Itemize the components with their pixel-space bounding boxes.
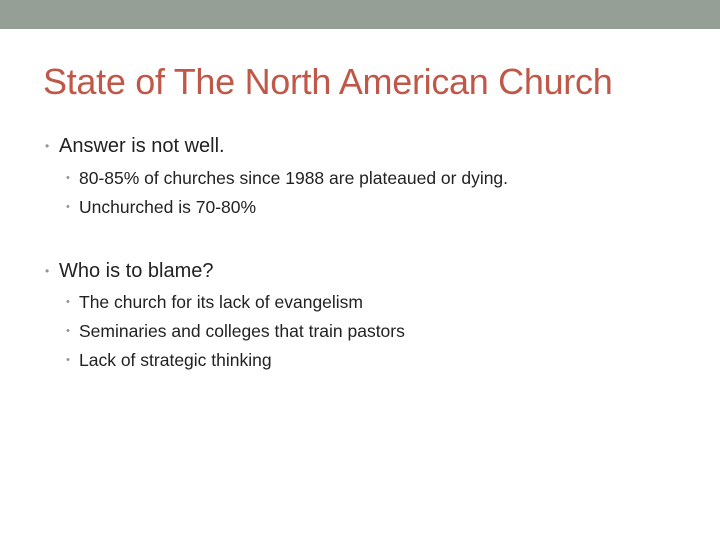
sub-bullet-item-seminaries xyxy=(66,320,405,342)
bullet-dot-icon: • xyxy=(45,264,50,278)
bullet-dot-icon: • xyxy=(66,296,70,308)
bullet-dot-icon: • xyxy=(66,201,70,213)
slide-title: State of The North American Church xyxy=(43,61,613,102)
bullet-item-blame xyxy=(45,259,214,283)
sub-bullet-text: Lack of strategic thinking xyxy=(79,350,272,370)
bullet-text: Answer is not well. xyxy=(59,135,225,157)
sub-bullet-text: Unchurched is 70-80% xyxy=(79,197,257,217)
bullet-item-answer xyxy=(45,134,225,158)
sub-bullet-item-evangelism xyxy=(66,291,364,313)
sub-bullet-text: 80-85% of churches since 1988 are plateaued or dying. xyxy=(79,168,509,188)
sub-bullet-item-unchurched xyxy=(66,196,257,218)
sub-bullet-item-strategic xyxy=(66,349,272,371)
bullet-dot-icon: • xyxy=(66,325,70,337)
bullet-text: Who is to blame? xyxy=(59,260,214,282)
sub-bullet-text: The church for its lack of evangelism xyxy=(79,292,364,312)
bullet-dot-icon: • xyxy=(66,354,70,366)
sub-bullet-item-plateaued xyxy=(66,167,509,189)
sub-bullet-text: Seminaries and colleges that train pastors xyxy=(79,321,405,341)
bullet-dot-icon: • xyxy=(45,139,50,153)
bullet-dot-icon: • xyxy=(66,172,70,184)
